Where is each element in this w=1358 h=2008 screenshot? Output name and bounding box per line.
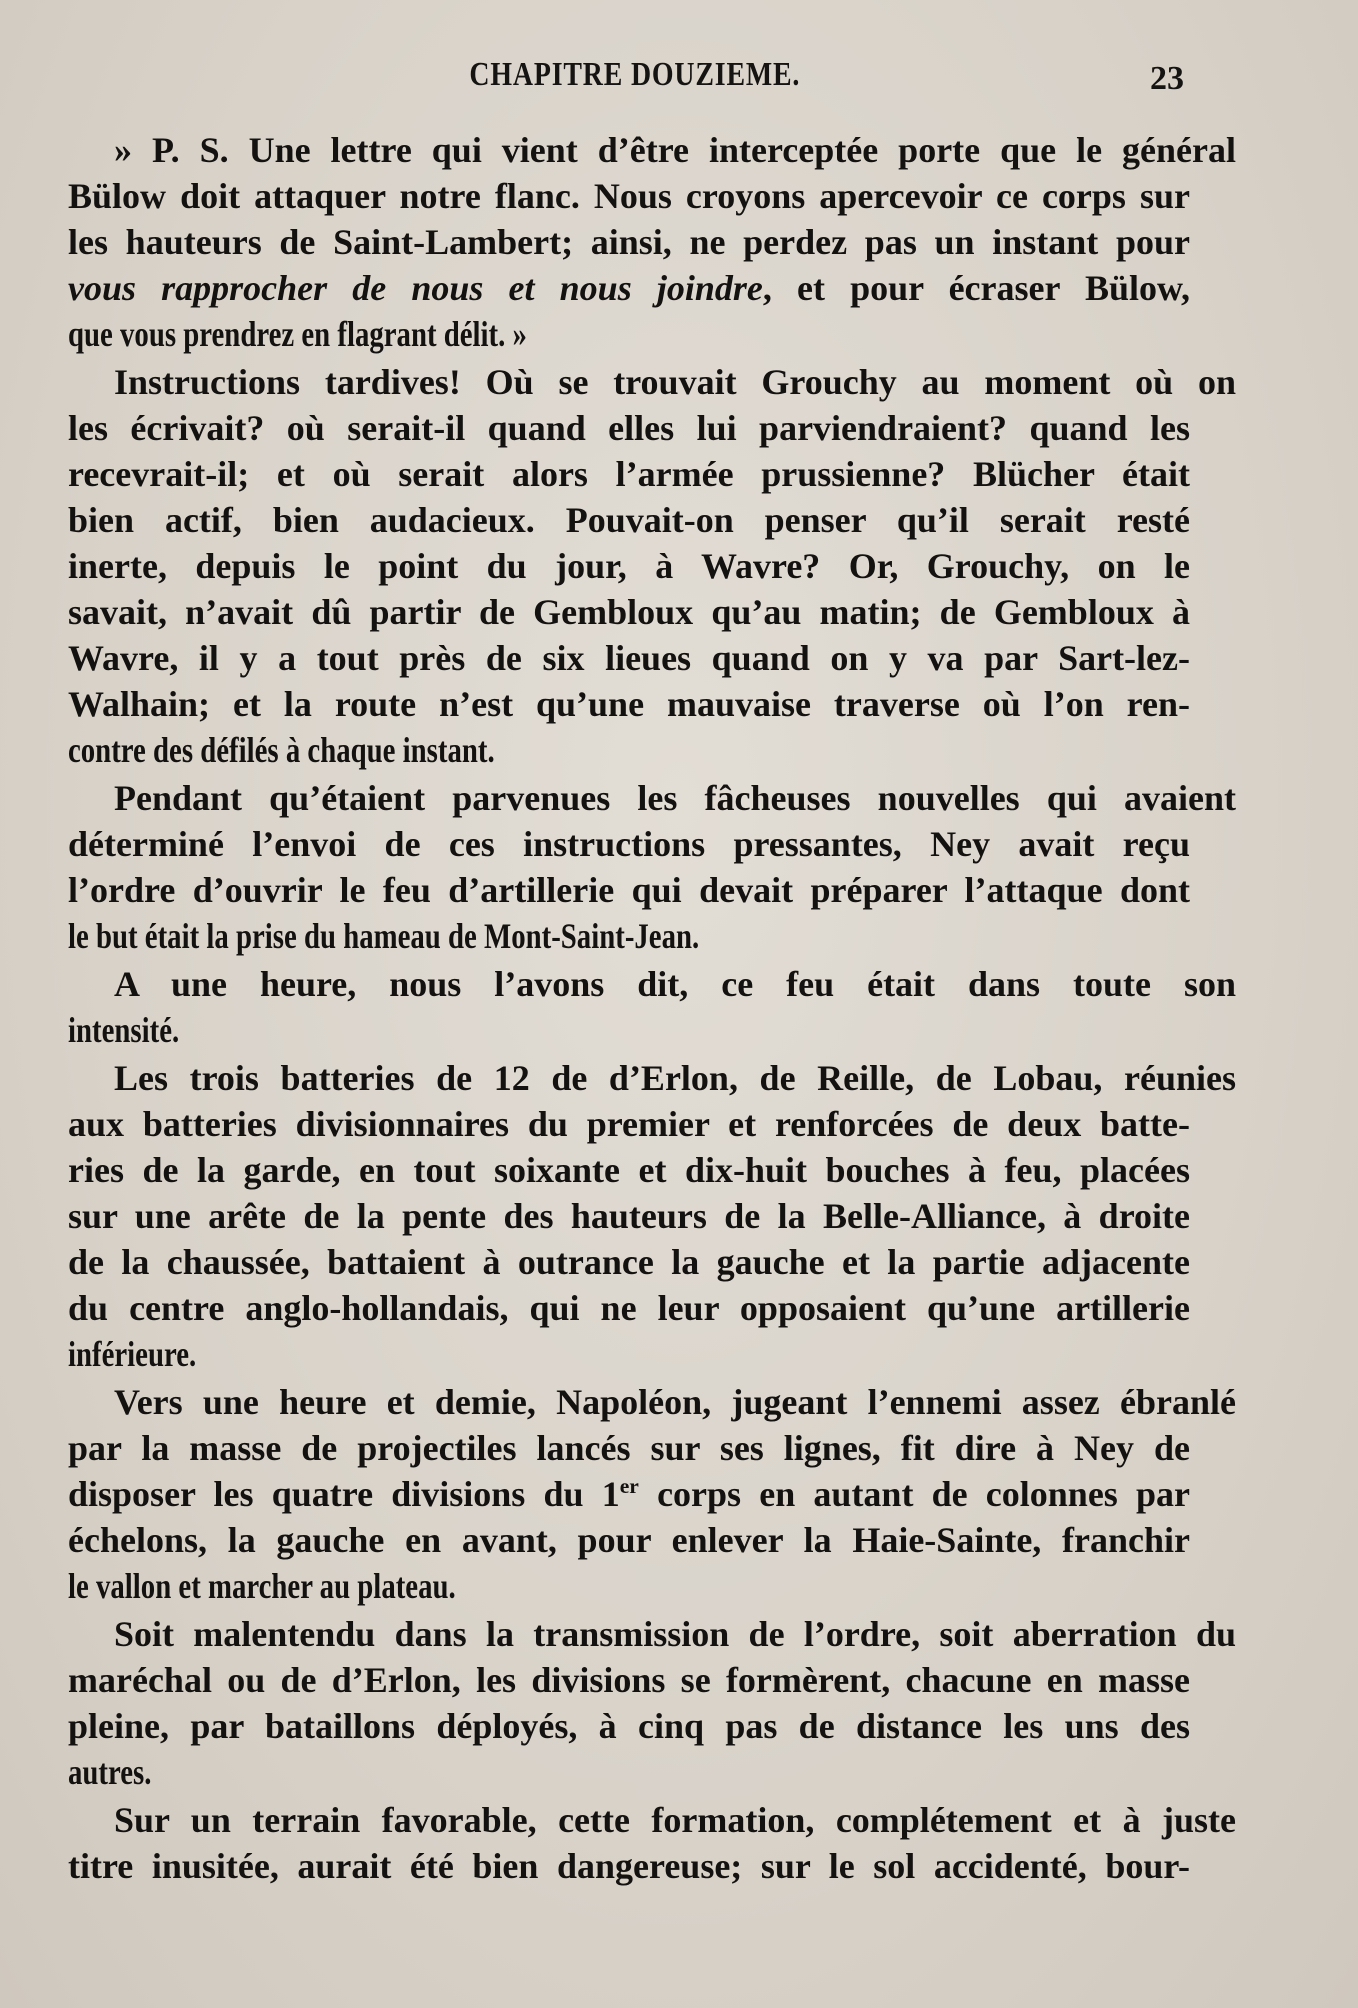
- text-line: déterminé l’envoi de ces instructions pressantes, Ney avait reçu: [68, 824, 1190, 864]
- text-line: autres.: [68, 1752, 152, 1792]
- text-line: pleine, par bataillons déployés, à cinq pas de distance les uns des: [68, 1706, 1190, 1746]
- text-line: [68, 265, 1190, 311]
- text-line: l’ordre d’ouvrir le feu d’artillerie qui devait préparer l’attaque dont: [68, 870, 1190, 910]
- text-line: les écrivait? où serait-il quand elles lui parviendraient? quand les: [68, 408, 1190, 448]
- text-line: intensité.: [68, 1010, 180, 1050]
- text-line: maréchal ou de d’Erlon, les divisions se formèrent, chacune en masse: [68, 1660, 1190, 1700]
- body-text: [68, 127, 1236, 1889]
- text-line: échelons, la gauche en avant, pour enlever la Haie-Sainte, franchir: [68, 1520, 1190, 1560]
- text-line: les hauteurs de Saint-Lambert; ainsi, ne perdez pas un instant pour: [68, 222, 1190, 262]
- paragraph: [68, 127, 1236, 357]
- paragraph: [68, 359, 1236, 773]
- text-line: » P. S. Une lettre qui vient d’être interceptée porte que le général: [114, 130, 1236, 170]
- text-line: du centre anglo-hollandais, qui ne leur opposaient qu’une artillerie: [68, 1288, 1190, 1328]
- text-line: aux batteries divisionnaires du premier et renforcées de deux batte-: [68, 1104, 1190, 1144]
- paragraph: [68, 1379, 1236, 1609]
- superscript: er: [619, 1474, 639, 1498]
- text-line: le but était la prise du hameau de Mont-Saint-Jean.: [68, 916, 700, 956]
- italic-text: vous rapprocher de nous et nous joindre: [68, 268, 763, 308]
- text-line: Wavre, il y a tout près de six lieues quand on y va par Sart-lez-: [68, 638, 1190, 678]
- chapter-title: CHAPITRE DOUZIEME.: [469, 56, 801, 93]
- paragraph: [68, 1797, 1236, 1889]
- text-segment: , et pour écraser Bülow,: [762, 268, 1190, 308]
- text-line: Sur un terrain favorable, cette formation, complétement et à juste: [114, 1800, 1236, 1840]
- text-line: le vallon et marcher au plateau.: [68, 1566, 456, 1606]
- text-segment: disposer les quatre divisions du 1: [68, 1474, 620, 1514]
- paragraph: [68, 1055, 1236, 1377]
- text-line: savait, n’avait dû partir de Gembloux qu’au matin; de Gembloux à: [68, 592, 1190, 632]
- text-line: par la masse de projectiles lancés sur ses lignes, fit dire à Ney de: [68, 1428, 1190, 1468]
- text-line: [68, 1471, 1190, 1517]
- page-number: 23: [1150, 60, 1184, 97]
- text-line: ries de la garde, en tout soixante et dix-huit bouches à feu, placées: [68, 1150, 1190, 1190]
- text-line: inerte, depuis le point du jour, à Wavre? Or, Grouchy, on le: [68, 546, 1190, 586]
- text-segment: corps en autant de colonnes par: [638, 1474, 1190, 1514]
- text-line: bien actif, bien audacieux. Pouvait-on penser qu’il serait resté: [68, 500, 1190, 540]
- text-line: titre inusitée, aurait été bien dangereuse; sur le sol accidenté, bour-: [68, 1846, 1190, 1886]
- text-line: de la chaussée, battaient à outrance la gauche et la partie adjacente: [68, 1242, 1190, 1282]
- text-line: Instructions tardives! Où se trouvait Grouchy au moment où on: [114, 362, 1236, 402]
- paragraph: [68, 1611, 1236, 1795]
- text-line: Les trois batteries de 12 de d’Erlon, de Reille, de Lobau, réunies: [114, 1058, 1236, 1098]
- text-line: Walhain; et la route n’est qu’une mauvaise traverse où l’on ren-: [68, 684, 1190, 724]
- text-line: Vers une heure et demie, Napoléon, jugeant l’ennemi assez ébranlé: [114, 1382, 1236, 1422]
- text-line: inférieure.: [68, 1334, 197, 1374]
- running-head: [0, 56, 1358, 106]
- text-line: Pendant qu’étaient parvenues les fâcheuses nouvelles qui avaient: [114, 778, 1236, 818]
- text-line: A une heure, nous l’avons dit, ce feu était dans toute son: [114, 964, 1236, 1004]
- text-line: Soit malentendu dans la transmission de l’ordre, soit aberration du: [114, 1614, 1236, 1654]
- text-line: que vous prendrez en flagrant délit. »: [68, 314, 527, 354]
- paragraph: [68, 775, 1236, 959]
- text-line: recevrait-il; et où serait alors l’armée prussienne? Blücher était: [68, 454, 1190, 494]
- text-line: sur une arête de la pente des hauteurs de la Belle-Alliance, à droite: [68, 1196, 1190, 1236]
- text-line: Bülow doit attaquer notre flanc. Nous croyons apercevoir ce corps sur: [68, 176, 1190, 216]
- text-line: contre des défilés à chaque instant.: [68, 730, 495, 770]
- paragraph: [68, 961, 1236, 1053]
